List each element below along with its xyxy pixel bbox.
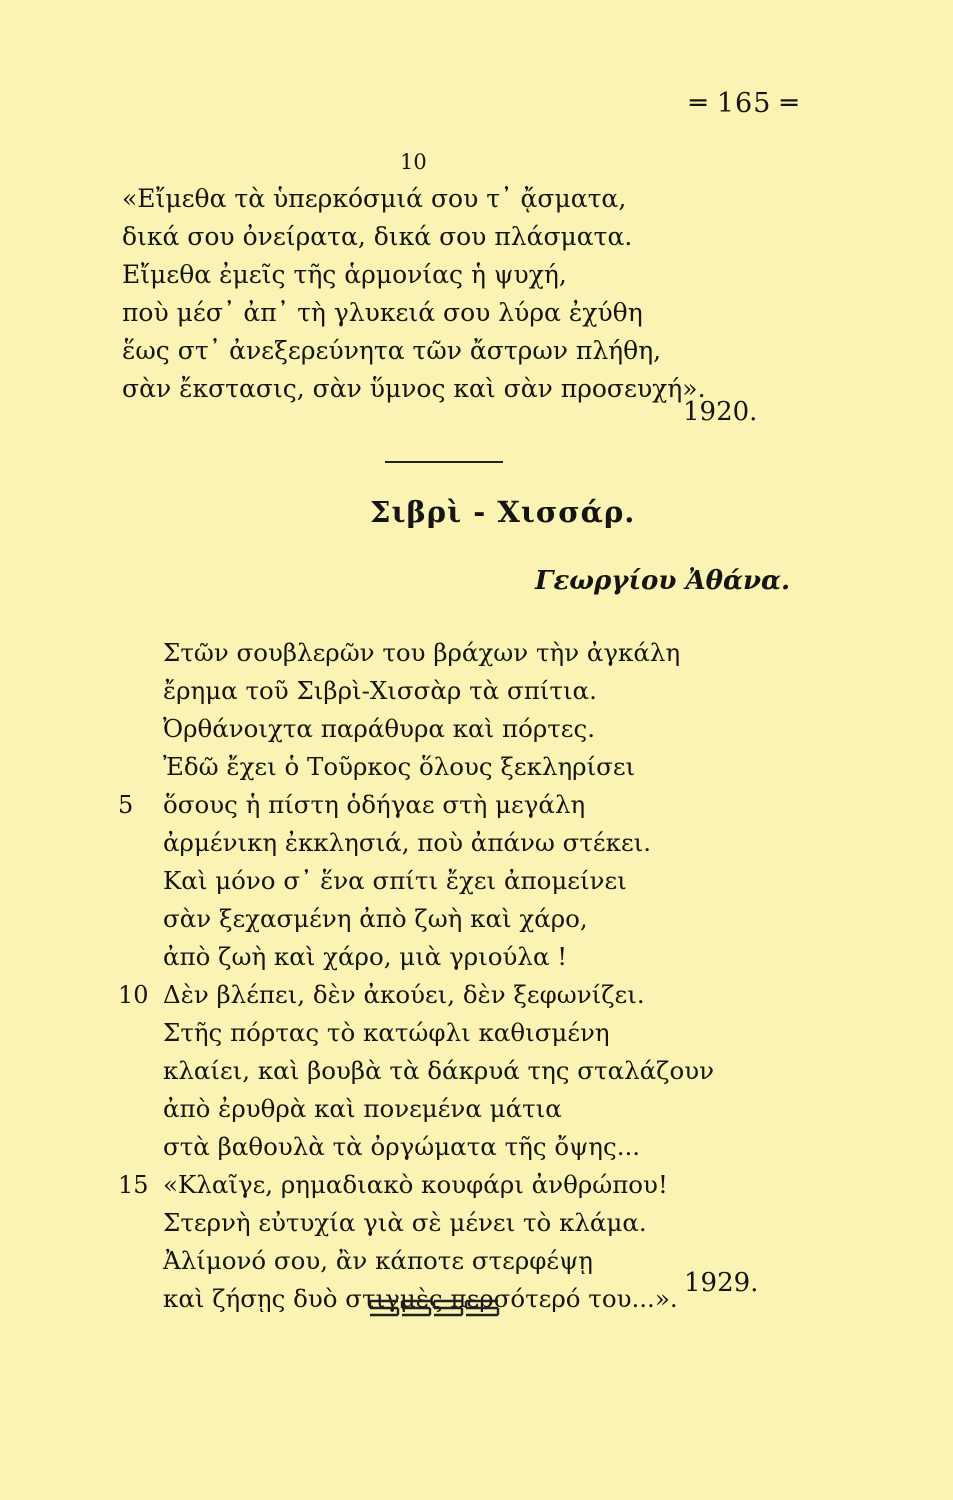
- verse-text: σὰν ξεχασμένη ἀπὸ ζωὴ καὶ χάρο,: [163, 904, 588, 933]
- verse-text: ὅσους ἡ πίστη ὁδήγαε στὴ μεγάλη: [163, 790, 586, 819]
- verse-line: ἕως στ᾽ ἀνεξερεύνητα τῶν ἄστρων πλήθη,: [122, 336, 662, 365]
- verse-text: ἀπὸ ζωὴ καὶ χάρο, μιὰ γριούλα !: [163, 942, 568, 971]
- verse-text: Καὶ μόνο σ᾽ ἕνα σπίτι ἔχει ἀπομείνει: [163, 866, 627, 895]
- verse-text: «Κλαῖγε, ρημαδιακὸ κουφάρι ἀνθρώπου!: [163, 1170, 668, 1199]
- page-number: ═ 165 ═: [690, 88, 799, 119]
- verse-text: καὶ ζήσῃς δυὸ στιγμὲς περσότερό του...».: [163, 1284, 678, 1313]
- end-ornament-icon: [368, 1297, 500, 1319]
- section-divider: [385, 461, 503, 463]
- verse-line: [118, 976, 723, 1014]
- verse-line: [163, 938, 723, 976]
- second-poem-year: 1929.: [684, 1268, 759, 1298]
- stanza-number: 10: [400, 150, 427, 174]
- verse-line: [118, 1166, 723, 1204]
- line-number: 5: [118, 791, 134, 819]
- verse-line: δικά σου ὀνείρατα, δικά σου πλάσματα.: [122, 222, 633, 251]
- second-poem-body: [118, 634, 723, 1318]
- verse-line: [163, 634, 723, 672]
- verse-line: Εἴμεθα ἐμεῖς τῆς ἁρμονίας ἡ ψυχή,: [122, 260, 567, 289]
- verse-text: κλαίει, καὶ βουβὰ τὰ δάκρυά της σταλάζουν: [163, 1056, 714, 1085]
- verse-line: «Εἴμεθα τὰ ὑπερκόσμιά σου τ᾽ ᾄσματα,: [122, 184, 627, 213]
- verse-line: [163, 710, 723, 748]
- verse-text: Ὀρθάνοιχτα παράθυρα καὶ πόρτες.: [163, 714, 596, 743]
- verse-text: ἔρημα τοῦ Σιβρὶ-Χισσὰρ τὰ σπίτια.: [163, 676, 597, 705]
- line-number: 15: [118, 1171, 149, 1199]
- verse-line: [118, 786, 723, 824]
- verse-text: Δὲν βλέπει, δὲν ἀκούει, δὲν ξεφωνίζει.: [163, 980, 645, 1009]
- first-poem-stanza: [122, 180, 762, 408]
- verse-text: ἀρμένικη ἐκκλησιά, ποὺ ἀπάνω στέκει.: [163, 828, 652, 857]
- verse-text: Ἐδῶ ἔχει ὁ Τοῦρκος ὅλους ξεκληρίσει: [163, 752, 636, 781]
- verse-line: [163, 824, 723, 862]
- verse-text: Ἀλίμονό σου, ἂν κάποτε στερφέψῃ: [163, 1246, 593, 1275]
- poem-title: Σιβρὶ - Χισσάρ.: [370, 495, 636, 529]
- verse-text: Στῶν σουβλερῶν του βράχων τὴν ἀγκάλη: [163, 638, 681, 667]
- verse-line: [163, 1242, 723, 1280]
- verse-line: [163, 1090, 723, 1128]
- verse-line: [163, 672, 723, 710]
- verse-line: σὰν ἔκστασις, σὰν ὕμνος καὶ σὰν προσευχή».: [122, 374, 706, 403]
- verse-text: Στερνὴ εὐτυχία γιὰ σὲ μένει τὸ κλάμα.: [163, 1208, 647, 1237]
- verse-line: [163, 1052, 723, 1090]
- verse-line: [163, 1128, 723, 1166]
- line-number: 10: [118, 981, 149, 1009]
- verse-line: [163, 1204, 723, 1242]
- verse-text: Στῆς πόρτας τὸ κατώφλι καθισμένη: [163, 1018, 610, 1047]
- verse-line: ποὺ μέσ᾽ ἀπ᾽ τὴ γλυκειά σου λύρα ἐχύθη: [122, 298, 643, 327]
- verse-line: [163, 900, 723, 938]
- verse-line: [163, 748, 723, 786]
- first-poem-year: 1920.: [683, 397, 758, 427]
- poem-author: Γεωργίου Ἀθάνα.: [535, 566, 791, 596]
- verse-line: [163, 862, 723, 900]
- verse-text: στὰ βαθουλὰ τὰ ὀργώματα τῆς ὄψης...: [163, 1132, 641, 1161]
- verse-line: [163, 1014, 723, 1052]
- verse-text: ἀπὸ ἐρυθρὰ καὶ πονεμένα μάτια: [163, 1094, 562, 1123]
